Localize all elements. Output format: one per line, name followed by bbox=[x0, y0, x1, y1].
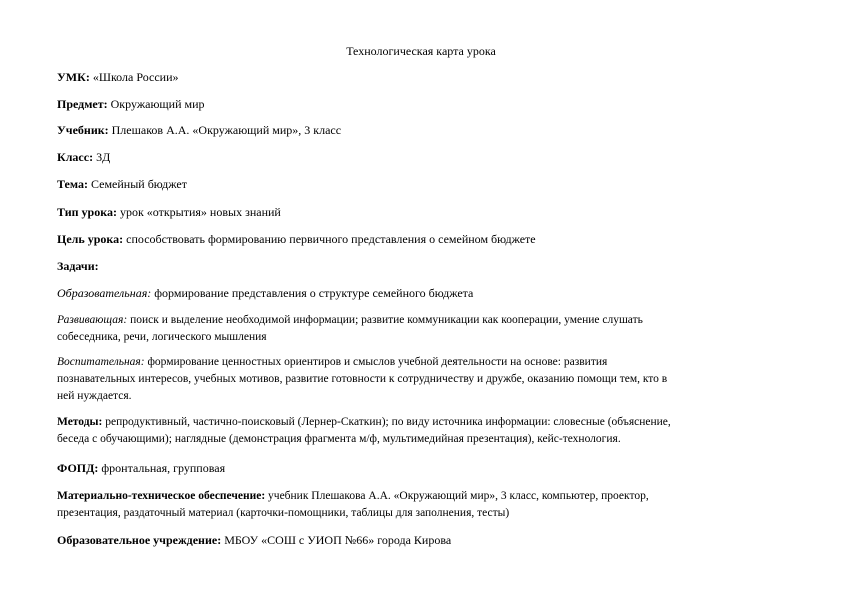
developmental-line-1 bbox=[57, 312, 787, 329]
fopd-line bbox=[57, 460, 787, 477]
topic-line bbox=[57, 176, 787, 193]
developmental-label: Развивающая: bbox=[57, 314, 128, 326]
grade-value: 3Д bbox=[93, 150, 111, 164]
umk-value: «Школа России» bbox=[89, 70, 179, 84]
goal-line bbox=[57, 231, 787, 248]
institution-label: Образовательное учреждение: bbox=[57, 533, 222, 547]
upbringing-line-1 bbox=[57, 354, 787, 371]
upbringing-text-2: познавательных интересов, учебных мотивов, развитие готовности к сотрудничеству и дружбе, оказанию помощи тем, кто в bbox=[57, 373, 668, 385]
educational-line bbox=[57, 285, 787, 302]
developmental-text-2: собеседника, речи, логического мышления bbox=[57, 331, 267, 343]
grade-line bbox=[57, 149, 787, 166]
textbook-value: Плешаков А.А. «Окружающий мир», 3 класс bbox=[108, 123, 342, 137]
topic-value: Семейный бюджет bbox=[87, 177, 187, 191]
goal-value: способствовать формированию первичного представления о семейном бюджете bbox=[123, 232, 536, 246]
methods-line-1 bbox=[57, 414, 787, 431]
methods-block bbox=[57, 414, 787, 448]
upbringing-text-3: ней нуждается. bbox=[57, 390, 132, 402]
equipment-label: Материально-техническое обеспечение: bbox=[57, 490, 266, 502]
lesson-type-label: Тип урока: bbox=[57, 205, 117, 219]
umk-label: УМК: bbox=[57, 70, 90, 84]
textbook-line bbox=[57, 122, 787, 139]
developmental-text-1: поиск и выделение необходимой информации; развитие коммуникации как кооперации, умение слушать bbox=[127, 314, 643, 326]
grade-label: Класс: bbox=[57, 150, 94, 164]
fopd-value: фронтальная, групповая bbox=[98, 461, 226, 475]
institution-line bbox=[57, 532, 787, 549]
tasks-label: Задачи: bbox=[57, 259, 99, 273]
subject-value: Окружающий мир bbox=[107, 97, 205, 111]
tasks-line bbox=[57, 258, 787, 275]
upbringing-label: Воспитательная: bbox=[57, 356, 145, 368]
lesson-type-line bbox=[57, 204, 787, 221]
document-title: Технологическая карта урока bbox=[346, 44, 496, 58]
educational-label: Образовательная: bbox=[57, 286, 152, 300]
developmental-block bbox=[57, 312, 787, 346]
methods-label: Методы: bbox=[57, 416, 103, 428]
umk-line bbox=[57, 69, 787, 86]
equipment-text-1: учебник Плешакова А.А. «Окружающий мир», 3 класс, компьютер, проектор, bbox=[265, 490, 649, 502]
equipment-line-1 bbox=[57, 488, 787, 505]
lesson-type-value: урок «открытия» новых знаний bbox=[116, 205, 281, 219]
institution-value: МБОУ «СОШ с УИОП №66» города Кирова bbox=[221, 533, 452, 547]
topic-label: Тема: bbox=[57, 177, 88, 191]
upbringing-text-1: формирование ценностных ориентиров и смыслов учебной деятельности на основе: развития bbox=[144, 356, 608, 368]
upbringing-block bbox=[57, 354, 787, 405]
methods-text-1: репродуктивный, частично-поисковый (Лернер-Скаткин); по виду источника информации: словесные (объяснение, bbox=[102, 416, 671, 428]
equipment-text-2: презентация, раздаточный материал (карточки-помощники, таблицы для заполнения, тесты) bbox=[57, 507, 510, 519]
subject-line bbox=[57, 96, 787, 113]
fopd-label: ФОПД: bbox=[57, 461, 99, 475]
goal-label: Цель урока: bbox=[57, 232, 124, 246]
equipment-block bbox=[57, 488, 787, 522]
textbook-label: Учебник: bbox=[57, 123, 109, 137]
subject-label: Предмет: bbox=[57, 97, 108, 111]
methods-text-2: беседа с обучающими); наглядные (демонстрация фрагмента м/ф, мультимедийная презентация), кейс-технология. bbox=[57, 433, 621, 445]
educational-value: формирование представления о структуре семейного бюджета bbox=[151, 286, 474, 300]
